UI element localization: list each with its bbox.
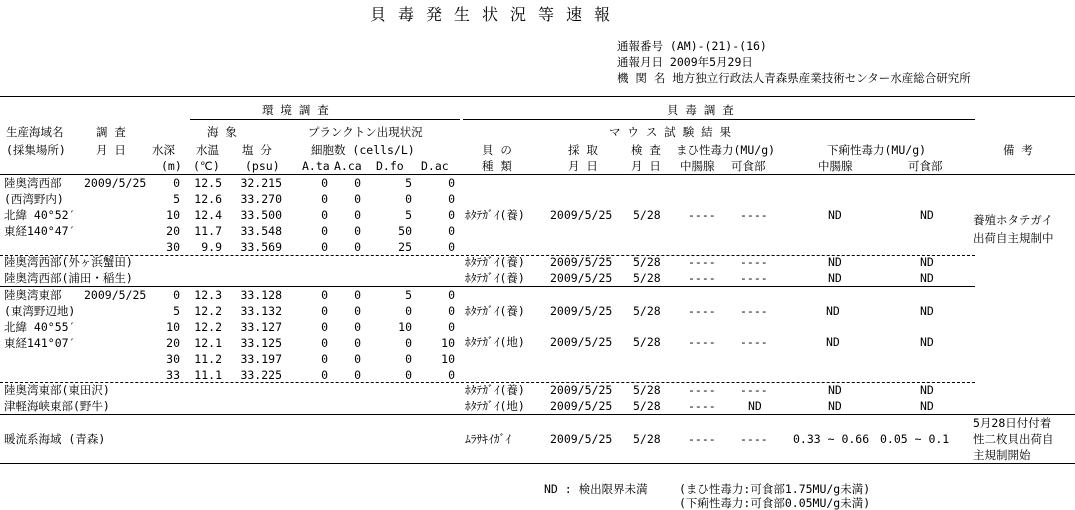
- env-ata-value: 0: [321, 304, 328, 318]
- psp-edible-value: ----: [740, 255, 768, 269]
- test-date: 5/28: [633, 255, 661, 269]
- depth-header: 水深: [152, 143, 175, 157]
- env-depth-value: 30: [166, 352, 180, 366]
- env-dac-value: 0: [448, 192, 455, 206]
- remarks-line: 出荷自主規制中: [973, 231, 1054, 245]
- env-ata-value: 0: [321, 240, 328, 254]
- env-dfo-value: 0: [405, 336, 412, 350]
- env-sal-value: 33.500: [240, 208, 282, 222]
- env-depth-value: 30: [166, 240, 180, 254]
- env-temp-value: 11.7: [194, 224, 222, 238]
- dsp-edible-value: 0.05 ~ 0.1: [880, 432, 950, 446]
- env-ata-value: 0: [321, 288, 328, 302]
- env-temp-value: 12.6: [194, 192, 222, 206]
- psp-gut-value: ----: [688, 304, 716, 318]
- sample-date: 2009/5/25: [550, 271, 613, 285]
- survey-date: 2009/5/25: [84, 288, 147, 302]
- env-depth-value: 5: [173, 192, 180, 206]
- dsp-gut-value: ND: [828, 383, 842, 397]
- divider-4: [0, 414, 1075, 415]
- env-dfo-value: 25: [398, 240, 412, 254]
- site-name-line: 北緯 40°55′: [4, 320, 76, 334]
- shell-type: ﾎﾀﾃｶﾞｲ(地): [465, 399, 525, 413]
- env-dfo-value: 50: [398, 224, 412, 238]
- test-date: 5/28: [633, 208, 661, 222]
- salinity-unit: (psu): [245, 159, 280, 173]
- shellfish-underline: [463, 119, 975, 120]
- dsp-edible-value: ND: [920, 255, 934, 269]
- psp-edible-value: ----: [740, 335, 768, 349]
- test-date: 5/28: [633, 271, 661, 285]
- env-temp-value: 11.1: [194, 368, 222, 382]
- env-ata-value: 0: [321, 368, 328, 382]
- env-sal-value: 33.270: [240, 192, 282, 206]
- env-depth-value: 10: [166, 320, 180, 334]
- env-temp-value: 12.2: [194, 304, 222, 318]
- env-depth-value: 0: [173, 288, 180, 302]
- env-aca-value: 0: [354, 176, 361, 190]
- site-name-line: (西湾野内): [4, 192, 64, 206]
- env-depth-value: 20: [166, 336, 180, 350]
- psp-edible-value: ND: [748, 399, 762, 413]
- report-org: 機 関 名 地方独立行政法人青森県産業技術センター水産総合研究所: [617, 71, 971, 85]
- env-ata-value: 0: [321, 192, 328, 206]
- psp-gut-value: ----: [688, 399, 716, 413]
- temp-unit: (℃): [193, 159, 220, 173]
- test-date: 5/28: [633, 335, 661, 349]
- ata-header: A.ta: [302, 159, 330, 173]
- remarks-line: 性二枚貝出荷自: [973, 432, 1054, 446]
- test-date: 5/28: [633, 304, 661, 318]
- dsp-gut-value: ND: [828, 208, 842, 222]
- env-dac-value: 0: [448, 288, 455, 302]
- kind-header: 種 類: [482, 159, 512, 173]
- env-temp-value: 9.9: [201, 240, 222, 254]
- psp-header: まひ性毒力(MU/g): [676, 143, 776, 157]
- env-dac-value: 0: [448, 320, 455, 334]
- sea-header: 海 象: [207, 125, 237, 139]
- env-ata-value: 0: [321, 176, 328, 190]
- dfo-header: D.fo: [376, 159, 404, 173]
- site-name: 暖流系海域 (青森): [4, 432, 106, 446]
- shellfish-survey-header: 貝 毒 調 査: [667, 103, 734, 117]
- survey-date: 2009/5/25: [84, 176, 147, 190]
- plankton-header: プランクトン出現状況: [308, 125, 423, 139]
- env-aca-value: 0: [354, 208, 361, 222]
- psp-gut-value: ----: [688, 432, 716, 446]
- env-dfo-value: 5: [405, 288, 412, 302]
- env-depth-value: 5: [173, 304, 180, 318]
- env-dac-value: 0: [448, 176, 455, 190]
- sampling-md-header: 月 日: [568, 159, 598, 173]
- env-depth-value: 20: [166, 224, 180, 238]
- dsp-gut-value: 0.33 ~ 0.66: [793, 432, 870, 446]
- shell-type: ﾎﾀﾃｶﾞｲ(養): [465, 208, 525, 222]
- dsp-header: 下痢性毒力(MU/g): [827, 143, 927, 157]
- env-dac-value: 0: [448, 240, 455, 254]
- env-temp-value: 12.3: [194, 288, 222, 302]
- month-day-header: 月 日: [96, 143, 126, 157]
- dsp-gut-value: ND: [826, 335, 840, 349]
- env-sal-value: 33.548: [240, 224, 282, 238]
- env-sal-value: 33.569: [240, 240, 282, 254]
- sample-date: 2009/5/25: [550, 399, 613, 413]
- env-aca-value: 0: [354, 224, 361, 238]
- dsp-edible-value: ND: [920, 335, 934, 349]
- env-sal-value: 33.225: [240, 368, 282, 382]
- site-name: 陸奥湾西部(外ヶ浜蟹田): [4, 255, 133, 269]
- dsp-edible-value: ND: [920, 208, 934, 222]
- site-name-line: 陸奥湾東部: [4, 288, 62, 302]
- footnote-dsp: (下痢性毒力:可食部0.05MU/g未満): [679, 496, 871, 510]
- env-aca-value: 0: [354, 352, 361, 366]
- sample-date: 2009/5/25: [550, 383, 613, 397]
- psp-gut-value: ----: [688, 255, 716, 269]
- psp-gut-value: ----: [688, 208, 716, 222]
- env-ata-value: 0: [321, 352, 328, 366]
- shell-type: ﾎﾀﾃｶﾞｲ(養): [465, 383, 525, 397]
- env-aca-value: 0: [354, 192, 361, 206]
- dsp-edible-value: ND: [920, 399, 934, 413]
- sample-date: 2009/5/25: [550, 304, 613, 318]
- shell-type: ﾎﾀﾃｶﾞｲ(地): [465, 335, 525, 349]
- psp-gut-value: ----: [688, 335, 716, 349]
- site-name-line: 東経141°07′: [4, 336, 76, 350]
- env-dac-value: 10: [441, 352, 455, 366]
- psp-edible-header: 可食部: [731, 159, 766, 173]
- report-date: 通報月日 2009年5月29日: [617, 55, 753, 69]
- remarks-line: 5月28日付付着: [973, 416, 1052, 430]
- env-underline: [190, 119, 460, 120]
- footnote-psp: (まひ性毒力:可食部1.75MU/g未満): [679, 482, 871, 496]
- env-depth-value: 10: [166, 208, 180, 222]
- env-temp-value: 12.4: [194, 208, 222, 222]
- remarks-line: 主規制開始: [973, 448, 1031, 462]
- env-sal-value: 33.132: [240, 304, 282, 318]
- env-dfo-value: 0: [405, 352, 412, 366]
- env-survey-header: 環 境 調 査: [262, 103, 329, 117]
- report-number: 通報番号 (AM)-(21)-(16): [617, 39, 767, 53]
- psp-gut-header: 中腸腺: [680, 159, 715, 173]
- env-ata-value: 0: [321, 208, 328, 222]
- dsp-gut-value: ND: [828, 255, 842, 269]
- site-header: (採集場所): [6, 143, 66, 157]
- env-dfo-value: 5: [405, 208, 412, 222]
- env-aca-value: 0: [354, 304, 361, 318]
- env-temp-value: 12.5: [194, 176, 222, 190]
- shell-type: ﾎﾀﾃｶﾞｲ(養): [465, 271, 525, 285]
- site-name-line: 東経140°47′: [4, 224, 76, 238]
- dsp-edible-value: ND: [920, 383, 934, 397]
- dsp-edible-header: 可食部: [908, 159, 943, 173]
- test-md-header: 月 日: [631, 159, 661, 173]
- env-dfo-value: 0: [405, 192, 412, 206]
- psp-edible-value: ----: [740, 208, 768, 222]
- env-sal-value: 33.127: [240, 320, 282, 334]
- shell-type: ﾑﾗｻｷｲｶﾞｲ: [465, 432, 511, 446]
- remarks-line: 養殖ホタテガイ: [973, 213, 1053, 227]
- shell-header: 貝 の: [482, 143, 512, 157]
- footnote-nd: ND : 検出限界未満: [544, 482, 648, 496]
- env-depth-value: 33: [166, 368, 180, 382]
- env-aca-value: 0: [354, 288, 361, 302]
- env-aca-value: 0: [354, 320, 361, 334]
- cells-header: 細胞数 (cells/L): [311, 143, 415, 157]
- dsp-gut-value: ND: [828, 399, 842, 413]
- remarks-header: 備 考: [1003, 143, 1033, 157]
- psp-edible-value: ----: [740, 271, 768, 285]
- env-dac-value: 10: [441, 336, 455, 350]
- area-name-header: 生産海域名: [6, 125, 64, 139]
- env-aca-value: 0: [354, 336, 361, 350]
- aca-header: A.ca: [334, 159, 362, 173]
- survey-header: 調 査: [96, 125, 126, 139]
- sampling-header: 採 取: [568, 143, 598, 157]
- env-dac-value: 0: [448, 224, 455, 238]
- dsp-edible-value: ND: [920, 271, 934, 285]
- dsp-gut-value: ND: [826, 304, 840, 318]
- page-title: 貝毒発生状況等速報: [370, 5, 623, 24]
- env-dfo-value: 0: [405, 368, 412, 382]
- site-name: 陸奥湾東部(東田沢): [4, 383, 110, 397]
- sample-date: 2009/5/25: [550, 208, 613, 222]
- sample-date: 2009/5/25: [550, 255, 613, 269]
- site-name-line: 陸奥湾西部: [4, 176, 62, 190]
- site-name-line: 北緯 40°52′: [4, 208, 76, 222]
- env-dfo-value: 10: [398, 320, 412, 334]
- test-date: 5/28: [633, 383, 661, 397]
- header-bottom-line: [0, 174, 1075, 175]
- env-aca-value: 0: [354, 240, 361, 254]
- test-header: 検 査: [631, 143, 661, 157]
- site-name: 陸奥湾西部(浦田・稲生): [4, 271, 133, 285]
- env-aca-value: 0: [354, 368, 361, 382]
- header-top-line: [0, 96, 1075, 97]
- env-dfo-value: 0: [405, 304, 412, 318]
- env-dac-value: 0: [448, 304, 455, 318]
- env-dac-value: 0: [448, 368, 455, 382]
- depth-unit: (m): [161, 159, 182, 173]
- env-sal-value: 33.197: [240, 352, 282, 366]
- table-bottom-line: [0, 463, 1075, 464]
- env-sal-value: 33.128: [240, 288, 282, 302]
- env-ata-value: 0: [321, 336, 328, 350]
- env-temp-value: 12.2: [194, 320, 222, 334]
- shell-type: ﾎﾀﾃｶﾞｲ(養): [465, 304, 525, 318]
- env-depth-value: 0: [173, 176, 180, 190]
- sample-date: 2009/5/25: [550, 432, 613, 446]
- env-dac-value: 0: [448, 208, 455, 222]
- dac-header: D.ac: [421, 159, 449, 173]
- env-sal-value: 32.215: [240, 176, 282, 190]
- env-ata-value: 0: [321, 320, 328, 334]
- psp-edible-value: ----: [740, 432, 768, 446]
- mouse-test-header: マ ウ ス 試 験 結 果: [609, 125, 732, 139]
- shell-type: ﾎﾀﾃｶﾞｲ(養): [465, 255, 525, 269]
- site-name: 津軽海峡東部(野牛): [4, 399, 110, 413]
- salinity-header: 塩 分: [242, 143, 272, 157]
- env-dfo-value: 5: [405, 176, 412, 190]
- temp-header: 水温: [196, 143, 219, 157]
- env-sal-value: 33.125: [240, 336, 282, 350]
- test-date: 5/28: [633, 399, 661, 413]
- psp-edible-value: ----: [740, 383, 768, 397]
- divider-2: [0, 286, 975, 287]
- dsp-edible-value: ND: [920, 304, 934, 318]
- psp-edible-value: ----: [740, 304, 768, 318]
- sample-date: 2009/5/25: [550, 335, 613, 349]
- env-temp-value: 12.1: [194, 336, 222, 350]
- env-temp-value: 11.2: [194, 352, 222, 366]
- test-date: 5/28: [633, 432, 661, 446]
- site-name-line: (東湾野辺地): [4, 304, 76, 318]
- dsp-gut-header: 中腸腺: [818, 159, 853, 173]
- dsp-gut-value: ND: [828, 271, 842, 285]
- env-ata-value: 0: [321, 224, 328, 238]
- psp-gut-value: ----: [688, 383, 716, 397]
- psp-gut-value: ----: [688, 271, 716, 285]
